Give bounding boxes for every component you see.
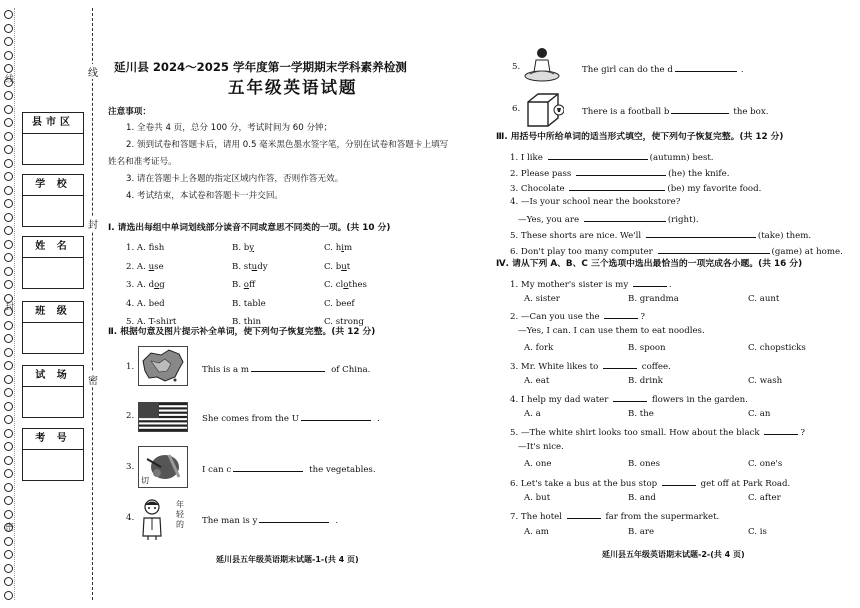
dishes-picture <box>522 46 562 84</box>
choice-question <box>510 476 790 490</box>
binding-margin <box>0 0 106 608</box>
section2-heading: Ⅱ. 根据句意及图片提示补全单词，使下列句子恢复完整。(共 12 分) <box>108 327 376 337</box>
word-hint: (take) them. <box>757 231 812 241</box>
binding-hole <box>4 321 13 330</box>
option-c[interactable]: C. wash <box>748 376 783 386</box>
question-number: 6. <box>512 104 521 114</box>
option-c[interactable] <box>324 280 367 291</box>
question-text: 4. I help my dad water <box>510 395 612 405</box>
question-text: This is a <box>202 365 241 375</box>
question-text: far from the supermarket. <box>602 512 720 522</box>
question-text: the box. <box>733 107 769 117</box>
question-number: 5. <box>512 62 521 72</box>
choice-question <box>510 277 672 291</box>
question-text: —Yes, you are <box>518 215 582 226</box>
word-hint: (game) at home. <box>771 246 843 257</box>
binding-hole <box>4 564 13 573</box>
option-b[interactable]: B. the <box>628 409 654 419</box>
option-text: C. beef <box>324 298 355 309</box>
note-item: 1. 全卷共 4 页，总分 100 分，考试时间为 60 分钟； <box>126 123 333 133</box>
field-exam-room-label: 试 场 <box>23 366 83 387</box>
option-c[interactable] <box>324 243 352 254</box>
answer-blank[interactable] <box>567 509 601 519</box>
binding-hole <box>4 172 13 181</box>
answer-blank[interactable] <box>233 462 303 472</box>
hint-letter: y <box>252 516 258 526</box>
field-exam-number[interactable] <box>22 428 84 481</box>
question-text: flowers in the garden. <box>649 395 748 405</box>
question-text: 2. Please pass <box>510 168 575 179</box>
question-text: the vegetables. <box>309 465 376 475</box>
binding-hole <box>4 145 13 154</box>
question-text: 6. Don't play too many computer <box>510 246 656 257</box>
note-item: 2. 领到试卷和答题卡后，请用 0.5 毫米黑色墨水签字笔，分别在试卷和答题卡上填写 <box>126 140 449 150</box>
binding-hole <box>4 375 13 384</box>
binding-hole <box>4 510 13 519</box>
binding-mark-feng: 封 <box>86 216 100 231</box>
choice-question <box>510 392 748 406</box>
answer-blank[interactable] <box>633 277 667 287</box>
question-text: 7. The hotel <box>510 512 565 522</box>
option-a[interactable]: A. fork <box>524 343 554 353</box>
answer-blank[interactable] <box>646 228 756 238</box>
answer-blank[interactable] <box>251 362 325 372</box>
binding-hole <box>4 537 13 546</box>
option-text: B. st <box>232 261 252 272</box>
underlined-part: o <box>343 280 349 290</box>
answer-blank[interactable] <box>675 62 737 72</box>
answer-blank[interactable] <box>576 166 666 176</box>
binding-hole <box>4 348 13 357</box>
young-man-picture <box>138 498 188 540</box>
option-b[interactable]: B. drink <box>628 376 663 386</box>
field-exam-room[interactable] <box>22 365 84 418</box>
china-map-picture <box>138 346 188 386</box>
option-a[interactable]: A. a <box>524 409 541 419</box>
form-fill-question <box>510 244 843 258</box>
option-text: se <box>154 261 164 272</box>
question-text: 3. Mr. White likes to <box>510 362 602 372</box>
answer-blank[interactable] <box>764 425 798 435</box>
option-text: thes <box>348 280 367 290</box>
choice-question <box>510 359 671 373</box>
question-text: ? <box>800 428 805 438</box>
question-text: . <box>668 280 672 290</box>
binding-hole <box>4 253 13 262</box>
young-label-char: 年 <box>176 500 184 509</box>
cutting-picture <box>138 446 188 488</box>
answer-blank[interactable] <box>603 359 637 369</box>
option-text: 1. A. f <box>126 243 155 253</box>
question-text: . <box>335 516 339 526</box>
option-c[interactable]: C. an <box>748 409 771 419</box>
option-text: g <box>159 280 165 290</box>
option-text: 3. A. d <box>126 280 155 290</box>
question-text: 3. Chocolate <box>510 184 568 195</box>
question-number: 3. <box>126 462 135 472</box>
field-school-label: 学 校 <box>23 175 83 196</box>
option-text: sh <box>154 243 165 253</box>
question-text: . <box>740 65 744 75</box>
option-b[interactable] <box>232 280 255 291</box>
answer-blank[interactable] <box>662 476 696 486</box>
option-text: 5. A. T-shirt <box>126 317 177 327</box>
underlined-part: o <box>154 280 160 290</box>
underlined-part: u <box>251 261 258 272</box>
binding-hole <box>4 37 13 46</box>
field-county[interactable] <box>22 112 84 165</box>
binding-hole <box>4 496 13 505</box>
option-c[interactable]: C. aunt <box>748 294 780 304</box>
answer-blank[interactable] <box>613 392 647 402</box>
choice-question <box>510 425 805 439</box>
option-text: ff <box>248 280 256 290</box>
question-text: ? <box>640 312 645 322</box>
binding-hole <box>4 550 13 559</box>
option-a[interactable] <box>126 262 164 273</box>
binding-hole <box>4 280 13 289</box>
binding-hole <box>4 334 13 343</box>
right-column <box>490 0 852 608</box>
underlined-part: o <box>243 280 249 290</box>
answer-blank[interactable] <box>604 309 638 319</box>
option-c[interactable]: C. after <box>748 493 781 503</box>
binding-mark-mi-outer: 密 <box>5 523 15 533</box>
word-hint: (be) my favorite food. <box>667 184 762 195</box>
question-text: 4. —Is your school near the bookstore? <box>510 196 681 207</box>
question-number: 1. <box>126 362 135 372</box>
binding-hole <box>4 226 13 235</box>
question-text: I can <box>202 465 227 475</box>
box-ball-picture <box>524 90 564 130</box>
form-fill-question <box>510 181 761 195</box>
binding-hole <box>4 91 13 100</box>
binding-hole <box>4 267 13 276</box>
answer-blank[interactable] <box>301 411 371 421</box>
form-fill-question <box>510 228 811 242</box>
young-label <box>176 500 186 530</box>
fill-word-question <box>202 513 338 527</box>
binding-hole <box>4 132 13 141</box>
binding-mark-xian-outer: 线 <box>5 75 15 85</box>
answer-blank[interactable] <box>259 513 329 523</box>
hint-letter: b <box>663 107 670 117</box>
question-text: 5. These shorts are nice. We'll <box>510 231 644 241</box>
word-hint: (right). <box>667 215 699 226</box>
binding-hole <box>4 429 13 438</box>
option-a[interactable]: A. one <box>524 459 552 469</box>
option-text: C. b <box>324 261 342 272</box>
option-a[interactable] <box>126 299 165 310</box>
note-item: 4. 考试结束，本试卷和答题卡一并交回。 <box>126 191 284 201</box>
option-b[interactable] <box>232 299 266 310</box>
binding-dotted-line <box>14 8 15 600</box>
binding-hole <box>4 361 13 370</box>
fill-word-question <box>582 62 744 76</box>
question-number: 4. <box>126 513 135 523</box>
section3-heading: Ⅲ. 用括号中所给单词的适当形式填空，使下列句子恢复完整。(共 12 分) <box>496 132 784 142</box>
young-label-char: 的 <box>176 520 184 529</box>
field-class-label: 班 级 <box>23 302 83 323</box>
question-text: . <box>377 414 380 424</box>
footer-left: 延川县五年级英语期末试题-1-(共 4 页) <box>216 555 359 564</box>
underlined-part: y <box>249 243 255 253</box>
field-class[interactable] <box>22 301 84 354</box>
field-exam-number-label: 考 号 <box>23 429 83 450</box>
binding-mark-mi: 密 <box>86 372 100 387</box>
choice-question <box>510 309 645 323</box>
binding-hole <box>4 186 13 195</box>
binding-hole <box>4 388 13 397</box>
binding-cut-line <box>92 8 93 600</box>
option-text: 4. A. bed <box>126 298 165 309</box>
option-text: C. h <box>324 243 342 253</box>
form-fill-question <box>510 197 680 208</box>
binding-hole <box>4 415 13 424</box>
option-text: B. b <box>232 243 250 253</box>
footer-right: 延川县五年级英语期末试题-2-(共 4 页) <box>602 550 745 559</box>
binding-hole <box>4 469 13 478</box>
exam-title: 延川县 2024～2025 学年度第一学期期末学科素养检测 <box>114 60 407 74</box>
binding-hole <box>4 118 13 127</box>
option-c[interactable] <box>324 262 350 273</box>
form-fill-question <box>510 150 714 164</box>
hint-letter: m <box>240 365 250 375</box>
binding-hole <box>4 10 13 19</box>
exam-subtitle: 五年级英语试题 <box>228 78 358 97</box>
binding-hole <box>4 105 13 114</box>
option-text: B. <box>232 280 244 290</box>
option-c[interactable]: C. chopsticks <box>748 343 806 353</box>
option-b[interactable]: B. spoon <box>628 343 666 353</box>
binding-hole <box>4 591 13 600</box>
field-name-label: 姓 名 <box>23 237 83 258</box>
question-text: 5. —The white shirt looks too small. How about the black <box>510 428 763 438</box>
answer-blank[interactable] <box>671 104 729 114</box>
hint-letter: d <box>667 65 673 75</box>
option-b[interactable]: B. are <box>628 527 655 537</box>
option-text: C. strong <box>324 317 364 327</box>
question-text: 1. I like <box>510 153 546 163</box>
option-c[interactable]: C. one's <box>748 459 783 469</box>
form-fill-question <box>510 166 729 180</box>
hint-letter: U <box>291 414 300 424</box>
section4-heading: Ⅳ. 请从下列 A、B、C 三个选项中选出最恰当的一项完成各小题。(共 16 分) <box>496 259 803 269</box>
binding-hole <box>4 24 13 33</box>
binding-hole <box>4 483 13 492</box>
option-text: C. cl <box>324 280 344 290</box>
question-text: 6. Let's take a bus at the bus stop <box>510 479 660 489</box>
form-fill-question <box>518 212 699 226</box>
binding-hole <box>4 213 13 222</box>
binding-hole <box>4 577 13 586</box>
question-text: of China. <box>331 365 371 375</box>
field-name[interactable] <box>22 236 84 289</box>
answer-blank[interactable] <box>658 244 770 254</box>
answer-blank[interactable] <box>584 212 666 222</box>
answer-blank[interactable] <box>548 150 648 160</box>
option-c[interactable] <box>324 299 355 310</box>
answer-blank[interactable] <box>569 181 665 191</box>
choice-question <box>510 509 719 523</box>
binding-hole <box>4 199 13 208</box>
question-number: 2. <box>126 411 135 421</box>
option-b[interactable]: B. grandma <box>628 294 679 304</box>
option-a[interactable]: A. eat <box>524 376 550 386</box>
question-text: 2. —Can you use the <box>510 312 603 322</box>
option-text: m <box>344 243 353 253</box>
option-a[interactable]: A. sister <box>524 294 560 304</box>
option-a[interactable]: A. but <box>524 493 551 503</box>
question-text: The girl can do the <box>582 65 668 75</box>
binding-hole <box>4 402 13 411</box>
option-text: dy <box>257 261 268 272</box>
left-column <box>108 0 480 608</box>
option-text: t <box>346 261 351 272</box>
field-county-label: 县市区 <box>23 113 83 134</box>
fill-word-question <box>582 104 768 118</box>
cut-label: 切 <box>141 476 149 485</box>
binding-hole <box>4 456 13 465</box>
binding-hole <box>4 240 13 249</box>
option-text: B. table <box>232 298 266 309</box>
fill-word-question <box>202 462 376 476</box>
young-label-char: 轻 <box>176 510 184 519</box>
question-text: coffee. <box>639 362 671 372</box>
option-b[interactable]: B. ones <box>628 459 660 469</box>
question-text: The man is <box>202 516 253 526</box>
option-a[interactable]: A. am <box>524 527 549 537</box>
notes-heading: 注意事项： <box>108 107 151 117</box>
question-text: She comes from the <box>202 414 292 424</box>
hint-letter: c <box>226 465 232 475</box>
fill-word-question <box>202 411 380 425</box>
binding-hole <box>4 159 13 168</box>
binding-hole <box>4 51 13 60</box>
option-c[interactable]: C. is <box>748 527 767 537</box>
note-item: 姓名和准考证号。 <box>108 157 177 167</box>
underlined-part: u <box>341 261 347 272</box>
option-b[interactable]: B. and <box>628 493 656 503</box>
us-flag-picture <box>138 402 188 432</box>
binding-hole <box>4 442 13 451</box>
option-a[interactable] <box>126 280 165 291</box>
dialogue-response: —It's nice. <box>518 442 564 452</box>
option-a[interactable] <box>126 243 164 254</box>
note-item: 3. 请在答题卡上各题的指定区域内作答，否则作答无效。 <box>126 174 344 184</box>
option-text: B. thin <box>232 317 262 327</box>
section1-heading: Ⅰ. 请选出每组中单词划线部分读音不同或意思不同类的一项。(共 10 分) <box>108 223 391 233</box>
word-hint: (he) the knife. <box>668 168 730 179</box>
option-b[interactable] <box>232 262 268 273</box>
binding-mark-xian: 线 <box>86 64 100 79</box>
word-hint: (autumn) best. <box>649 153 714 163</box>
fill-word-question <box>202 362 370 376</box>
option-text: 2. A. <box>126 261 149 272</box>
field-school[interactable] <box>22 174 84 227</box>
question-text: get off at Park Road. <box>697 479 791 489</box>
underlined-part: i <box>341 243 345 253</box>
underlined-part: u <box>148 261 155 272</box>
dialogue-response: —Yes, I can. I can use them to eat noodles. <box>518 326 705 336</box>
option-b[interactable] <box>232 243 254 254</box>
binding-mark-feng-outer: 封 <box>5 303 15 313</box>
question-text: There is a football <box>582 107 664 117</box>
question-text: 1. My mother's sister is my <box>510 280 631 290</box>
